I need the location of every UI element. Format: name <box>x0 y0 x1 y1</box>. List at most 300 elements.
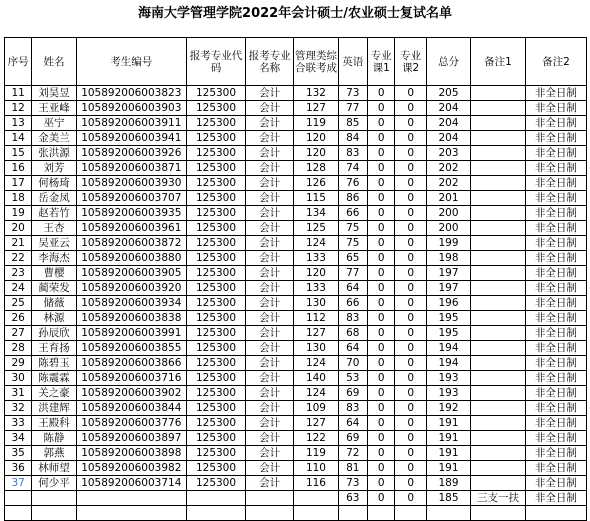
cell-col-exam-id: 105892006003898 <box>76 446 187 461</box>
cell-col-note2: 非全日制 <box>525 386 586 401</box>
cell-col-mgmt-score: 132 <box>294 86 338 101</box>
cell-col-major2: 0 <box>395 386 427 401</box>
cell-col-note2: 非全日制 <box>525 116 586 131</box>
cell-col-index: 20 <box>5 221 32 236</box>
cell-col-major-code: 125300 <box>187 431 246 446</box>
cell-col-major-name: 会计 <box>245 161 293 176</box>
cell-col-english: 69 <box>338 386 367 401</box>
cell-col-exam-id: 105892006003991 <box>76 326 187 341</box>
cell-col-mgmt-score: 119 <box>294 116 338 131</box>
cell-col-mgmt-score: 128 <box>294 161 338 176</box>
cell-col-english: 66 <box>338 206 367 221</box>
cell-col-major1: 0 <box>368 491 395 506</box>
table-row <box>5 311 587 326</box>
cell-col-major1: 0 <box>368 356 395 371</box>
cell-col-major2: 0 <box>395 281 427 296</box>
cell-col-major-name: 会计 <box>245 431 293 446</box>
cell-col-note2: 非全日制 <box>525 146 586 161</box>
header-col-major1: 专业课1 <box>368 38 395 86</box>
cell-col-major1: 0 <box>368 236 395 251</box>
cell-col-major1: 0 <box>368 146 395 161</box>
cell-col-name: 关之豪 <box>32 386 76 401</box>
cell-col-mgmt-score: 133 <box>294 281 338 296</box>
cell-col-english: 70 <box>338 356 367 371</box>
cell-col-exam-id: 105892006003941 <box>76 131 187 146</box>
cell-col-index: 33 <box>5 416 32 431</box>
header-col-exam-id: 考生编号 <box>76 38 187 86</box>
cell-col-mgmt-score <box>294 506 338 521</box>
cell-col-major1: 0 <box>368 401 395 416</box>
cell-col-major-name: 会计 <box>245 476 293 491</box>
cell-col-english: 75 <box>338 221 367 236</box>
cell-col-major-name: 会计 <box>245 461 293 476</box>
cell-col-exam-id <box>76 506 187 521</box>
cell-col-major-code: 125300 <box>187 101 246 116</box>
cell-col-note2: 非全日制 <box>525 131 586 146</box>
cell-col-major-code: 125300 <box>187 371 246 386</box>
cell-col-major-code: 125300 <box>187 476 246 491</box>
cell-col-english: 75 <box>338 236 367 251</box>
cell-col-major-code: 125300 <box>187 326 246 341</box>
cell-col-major2: 0 <box>395 416 427 431</box>
cell-col-major1: 0 <box>368 116 395 131</box>
cell-col-major2: 0 <box>395 221 427 236</box>
cell-col-mgmt-score: 119 <box>294 446 338 461</box>
cell-col-note2: 非全日制 <box>525 341 586 356</box>
cell-col-major2: 0 <box>395 461 427 476</box>
cell-col-exam-id <box>76 491 187 506</box>
cell-col-mgmt-score: 112 <box>294 311 338 326</box>
cell-col-total <box>426 506 470 521</box>
cell-col-index: 36 <box>5 461 32 476</box>
cell-col-major-code: 125300 <box>187 416 246 431</box>
cell-col-english <box>338 506 367 521</box>
cell-col-name: 曹樱 <box>32 266 76 281</box>
header-col-index: 序号 <box>5 38 32 86</box>
cell-col-major2 <box>395 506 427 521</box>
cell-col-major-name: 会计 <box>245 401 293 416</box>
cell-col-name: 郭燕 <box>32 446 76 461</box>
cell-col-major-name: 会计 <box>245 326 293 341</box>
cell-col-major2: 0 <box>395 176 427 191</box>
cell-col-total: 197 <box>426 266 470 281</box>
cell-col-english: 68 <box>338 326 367 341</box>
cell-col-note2: 非全日制 <box>525 161 586 176</box>
cell-col-total: 193 <box>426 386 470 401</box>
cell-col-note1 <box>471 461 526 476</box>
cell-col-note2: 非全日制 <box>525 446 586 461</box>
cell-col-exam-id: 105892006003902 <box>76 386 187 401</box>
table-header <box>5 38 587 86</box>
cell-col-name: 蔺荣发 <box>32 281 76 296</box>
cell-col-note1 <box>471 326 526 341</box>
cell-col-exam-id: 105892006003838 <box>76 311 187 326</box>
cell-col-exam-id: 105892006003844 <box>76 401 187 416</box>
cell-col-exam-id: 105892006003776 <box>76 416 187 431</box>
cell-col-name: 张洪源 <box>32 146 76 161</box>
cell-col-note1 <box>471 251 526 266</box>
cell-col-note2: 非全日制 <box>525 476 586 491</box>
cell-col-name: 陈震霖 <box>32 371 76 386</box>
cell-col-exam-id: 105892006003934 <box>76 296 187 311</box>
cell-col-note1 <box>471 416 526 431</box>
cell-col-english: 84 <box>338 131 367 146</box>
table-row <box>5 476 587 491</box>
cell-col-major2: 0 <box>395 371 427 386</box>
cell-col-mgmt-score: 116 <box>294 476 338 491</box>
cell-col-note2: 非全日制 <box>525 401 586 416</box>
cell-col-major1: 0 <box>368 191 395 206</box>
cell-col-note2: 非全日制 <box>525 251 586 266</box>
cell-col-major-name: 会计 <box>245 131 293 146</box>
cell-col-major1: 0 <box>368 386 395 401</box>
cell-col-exam-id: 105892006003716 <box>76 371 187 386</box>
cell-col-mgmt-score: 130 <box>294 341 338 356</box>
cell-col-mgmt-score <box>294 491 338 506</box>
cell-col-exam-id: 105892006003935 <box>76 206 187 221</box>
cell-col-major-name: 会计 <box>245 101 293 116</box>
cell-col-exam-id: 105892006003880 <box>76 251 187 266</box>
cell-col-english: 76 <box>338 176 367 191</box>
header-col-note1: 备注1 <box>471 38 526 86</box>
cell-col-total: 202 <box>426 161 470 176</box>
cell-col-mgmt-score: 122 <box>294 431 338 446</box>
cell-col-index <box>5 491 32 506</box>
cell-col-mgmt-score: 120 <box>294 131 338 146</box>
cell-col-major-code: 125300 <box>187 116 246 131</box>
cell-col-english: 83 <box>338 401 367 416</box>
cell-col-note2: 非全日制 <box>525 491 586 506</box>
cell-col-mgmt-score: 125 <box>294 221 338 236</box>
cell-col-major1: 0 <box>368 176 395 191</box>
cell-col-index: 17 <box>5 176 32 191</box>
cell-col-major-code: 125300 <box>187 281 246 296</box>
cell-col-name: 赵若竹 <box>32 206 76 221</box>
cell-col-major1: 0 <box>368 296 395 311</box>
cell-col-major2: 0 <box>395 326 427 341</box>
cell-col-major1: 0 <box>368 281 395 296</box>
cell-col-major-code: 125300 <box>187 461 246 476</box>
cell-col-english: 65 <box>338 251 367 266</box>
cell-col-note1 <box>471 371 526 386</box>
cell-col-name: 王亚峰 <box>32 101 76 116</box>
cell-col-total: 193 <box>426 371 470 386</box>
cell-col-major2: 0 <box>395 161 427 176</box>
cell-col-note1 <box>471 431 526 446</box>
header-col-major-name: 报考专业名称 <box>245 38 293 86</box>
cell-col-major1: 0 <box>368 341 395 356</box>
cell-col-note2: 非全日制 <box>525 461 586 476</box>
table-row <box>5 251 587 266</box>
table-row <box>5 86 587 101</box>
cell-col-english: 74 <box>338 161 367 176</box>
cell-col-mgmt-score: 130 <box>294 296 338 311</box>
cell-col-major-name: 会计 <box>245 206 293 221</box>
cell-col-major2: 0 <box>395 476 427 491</box>
cell-col-total: 197 <box>426 281 470 296</box>
cell-col-note1 <box>471 401 526 416</box>
cell-col-english: 77 <box>338 266 367 281</box>
cell-col-name: 洪建辉 <box>32 401 76 416</box>
cell-col-mgmt-score: 126 <box>294 176 338 191</box>
cell-col-note1 <box>471 506 526 521</box>
cell-col-name: 吴亚云 <box>32 236 76 251</box>
cell-col-total: 204 <box>426 101 470 116</box>
cell-col-exam-id: 105892006003920 <box>76 281 187 296</box>
cell-col-note2: 非全日制 <box>525 356 586 371</box>
cell-col-note2: 非全日制 <box>525 431 586 446</box>
cell-col-note1 <box>471 116 526 131</box>
cell-col-major2: 0 <box>395 101 427 116</box>
cell-col-note1 <box>471 86 526 101</box>
cell-col-major-code: 125300 <box>187 146 246 161</box>
cell-col-major-name: 会计 <box>245 386 293 401</box>
cell-col-major-code: 125300 <box>187 446 246 461</box>
cell-col-major1: 0 <box>368 131 395 146</box>
cell-col-english: 66 <box>338 296 367 311</box>
cell-col-note1 <box>471 266 526 281</box>
cell-col-major2: 0 <box>395 86 427 101</box>
cell-col-major1: 0 <box>368 371 395 386</box>
cell-col-major2: 0 <box>395 401 427 416</box>
cell-col-index: 27 <box>5 326 32 341</box>
table-row <box>5 296 587 311</box>
cell-col-total: 200 <box>426 221 470 236</box>
cell-col-name: 刘芳 <box>32 161 76 176</box>
cell-col-major-name: 会计 <box>245 116 293 131</box>
cell-col-exam-id: 105892006003930 <box>76 176 187 191</box>
cell-col-note1 <box>471 101 526 116</box>
header-row <box>5 38 587 86</box>
cell-col-total: 205 <box>426 86 470 101</box>
cell-col-note1 <box>471 476 526 491</box>
cell-col-exam-id: 105892006003897 <box>76 431 187 446</box>
cell-col-note2: 非全日制 <box>525 326 586 341</box>
table-row <box>5 416 587 431</box>
table-row <box>5 461 587 476</box>
cell-col-name: 王育扬 <box>32 341 76 356</box>
cell-col-major-code: 125300 <box>187 191 246 206</box>
cell-col-index: 35 <box>5 446 32 461</box>
cell-col-major-code: 125300 <box>187 266 246 281</box>
cell-col-index: 37 <box>5 476 32 491</box>
cell-col-english: 81 <box>338 461 367 476</box>
cell-col-index: 15 <box>5 146 32 161</box>
cell-col-major1: 0 <box>368 416 395 431</box>
cell-col-index: 31 <box>5 386 32 401</box>
cell-col-major-name <box>245 491 293 506</box>
cell-col-major-code: 125300 <box>187 131 246 146</box>
cell-col-note1 <box>471 281 526 296</box>
cell-col-total: 191 <box>426 461 470 476</box>
cell-col-index: 28 <box>5 341 32 356</box>
cell-col-english: 53 <box>338 371 367 386</box>
cell-col-mgmt-score: 124 <box>294 356 338 371</box>
cell-col-exam-id: 105892006003982 <box>76 461 187 476</box>
table-row <box>5 161 587 176</box>
cell-col-exam-id: 105892006003905 <box>76 266 187 281</box>
cell-col-major-code: 125300 <box>187 176 246 191</box>
cell-col-major-name: 会计 <box>245 446 293 461</box>
cell-col-name: 王杏 <box>32 221 76 236</box>
cell-col-major-name: 会计 <box>245 341 293 356</box>
cell-col-index: 34 <box>5 431 32 446</box>
cell-col-major2: 0 <box>395 146 427 161</box>
cell-col-major2: 0 <box>395 206 427 221</box>
cell-col-major-name: 会计 <box>245 251 293 266</box>
cell-col-index: 30 <box>5 371 32 386</box>
cell-col-total: 198 <box>426 251 470 266</box>
cell-col-exam-id: 105892006003903 <box>76 101 187 116</box>
cell-col-major-name: 会计 <box>245 416 293 431</box>
cell-col-english: 73 <box>338 476 367 491</box>
cell-col-exam-id: 105892006003871 <box>76 161 187 176</box>
cell-col-index: 18 <box>5 191 32 206</box>
table-row <box>5 131 587 146</box>
cell-col-major1: 0 <box>368 161 395 176</box>
cell-col-index: 22 <box>5 251 32 266</box>
cell-col-major-name: 会计 <box>245 356 293 371</box>
cell-col-note2: 非全日制 <box>525 281 586 296</box>
cell-col-note2: 非全日制 <box>525 371 586 386</box>
cell-col-major-name: 会计 <box>245 176 293 191</box>
table-row <box>5 371 587 386</box>
cell-col-english: 77 <box>338 101 367 116</box>
admission-list-table <box>4 37 587 521</box>
cell-col-major-code: 125300 <box>187 206 246 221</box>
cell-col-note1 <box>471 236 526 251</box>
cell-col-note1 <box>471 296 526 311</box>
cell-col-major1: 0 <box>368 86 395 101</box>
table-row <box>5 446 587 461</box>
cell-col-total: 191 <box>426 416 470 431</box>
table-row <box>5 176 587 191</box>
cell-col-note1 <box>471 386 526 401</box>
cell-col-major2: 0 <box>395 131 427 146</box>
cell-col-note1 <box>471 206 526 221</box>
cell-col-major-code: 125300 <box>187 86 246 101</box>
cell-col-note1 <box>471 191 526 206</box>
table-row <box>5 236 587 251</box>
cell-col-major-code: 125300 <box>187 356 246 371</box>
cell-col-major-name <box>245 506 293 521</box>
cell-col-note1 <box>471 221 526 236</box>
header-col-major-code: 报考专业代码 <box>187 38 246 86</box>
table-row <box>5 221 587 236</box>
cell-col-exam-id: 105892006003961 <box>76 221 187 236</box>
cell-col-index: 14 <box>5 131 32 146</box>
cell-col-mgmt-score: 134 <box>294 206 338 221</box>
cell-col-note1 <box>471 131 526 146</box>
cell-col-index: 16 <box>5 161 32 176</box>
cell-col-index: 29 <box>5 356 32 371</box>
cell-col-total: 199 <box>426 236 470 251</box>
cell-col-major-name: 会计 <box>245 221 293 236</box>
table-row <box>5 206 587 221</box>
cell-col-major1: 0 <box>368 326 395 341</box>
cell-col-english: 63 <box>338 491 367 506</box>
cell-col-major1: 0 <box>368 251 395 266</box>
cell-col-major2: 0 <box>395 236 427 251</box>
cell-col-major1: 0 <box>368 101 395 116</box>
cell-col-note2: 非全日制 <box>525 416 586 431</box>
header-col-mgmt-score: 管理类综合联考成 <box>294 38 338 86</box>
cell-col-major-name: 会计 <box>245 281 293 296</box>
cell-col-name: 林源 <box>32 311 76 326</box>
cell-col-mgmt-score: 127 <box>294 101 338 116</box>
cell-col-english: 85 <box>338 116 367 131</box>
cell-col-note2: 非全日制 <box>525 236 586 251</box>
cell-col-name <box>32 506 76 521</box>
cell-col-name: 陈碧玉 <box>32 356 76 371</box>
cell-col-note1 <box>471 311 526 326</box>
cell-col-mgmt-score: 124 <box>294 386 338 401</box>
cell-col-exam-id: 105892006003866 <box>76 356 187 371</box>
cell-col-mgmt-score: 124 <box>294 236 338 251</box>
cell-col-note2 <box>525 506 586 521</box>
cell-col-name: 林师望 <box>32 461 76 476</box>
table-row <box>5 101 587 116</box>
cell-col-major1: 0 <box>368 206 395 221</box>
cell-col-exam-id: 105892006003911 <box>76 116 187 131</box>
cell-col-total: 191 <box>426 431 470 446</box>
cell-col-index: 32 <box>5 401 32 416</box>
cell-col-english: 83 <box>338 311 367 326</box>
cell-col-note1 <box>471 356 526 371</box>
header-col-total: 总分 <box>426 38 470 86</box>
cell-col-total: 196 <box>426 296 470 311</box>
cell-col-index: 26 <box>5 311 32 326</box>
cell-col-mgmt-score: 120 <box>294 266 338 281</box>
table-row <box>5 356 587 371</box>
cell-col-major2: 0 <box>395 191 427 206</box>
cell-col-major2: 0 <box>395 116 427 131</box>
cell-col-total: 194 <box>426 341 470 356</box>
cell-col-exam-id: 105892006003872 <box>76 236 187 251</box>
cell-col-total: 185 <box>426 491 470 506</box>
cell-col-mgmt-score: 140 <box>294 371 338 386</box>
cell-col-mgmt-score: 133 <box>294 251 338 266</box>
cell-col-major1: 0 <box>368 461 395 476</box>
header-col-name: 姓名 <box>32 38 76 86</box>
cell-col-note2: 非全日制 <box>525 206 586 221</box>
cell-col-major-code: 125300 <box>187 401 246 416</box>
cell-col-major1: 0 <box>368 431 395 446</box>
cell-col-major2: 0 <box>395 356 427 371</box>
page-title: 海南大学管理学院2022年会计硕士/农业硕士复试名单 <box>138 6 452 21</box>
table-row <box>5 326 587 341</box>
cell-col-index <box>5 506 32 521</box>
cell-col-total: 204 <box>426 116 470 131</box>
cell-col-note1 <box>471 161 526 176</box>
cell-col-note1 <box>471 446 526 461</box>
cell-col-major2: 0 <box>395 341 427 356</box>
cell-col-major-code: 125300 <box>187 161 246 176</box>
cell-col-major-code: 125300 <box>187 386 246 401</box>
cell-col-mgmt-score: 127 <box>294 326 338 341</box>
cell-col-total: 194 <box>426 356 470 371</box>
cell-col-note2: 非全日制 <box>525 86 586 101</box>
cell-col-name: 陈静 <box>32 431 76 446</box>
cell-col-name: 李海杰 <box>32 251 76 266</box>
cell-col-english: 83 <box>338 146 367 161</box>
table-row <box>5 491 587 506</box>
cell-col-major-name: 会计 <box>245 296 293 311</box>
cell-col-index: 11 <box>5 86 32 101</box>
cell-col-index: 13 <box>5 116 32 131</box>
header-col-english: 英语 <box>338 38 367 86</box>
cell-col-major2: 0 <box>395 251 427 266</box>
